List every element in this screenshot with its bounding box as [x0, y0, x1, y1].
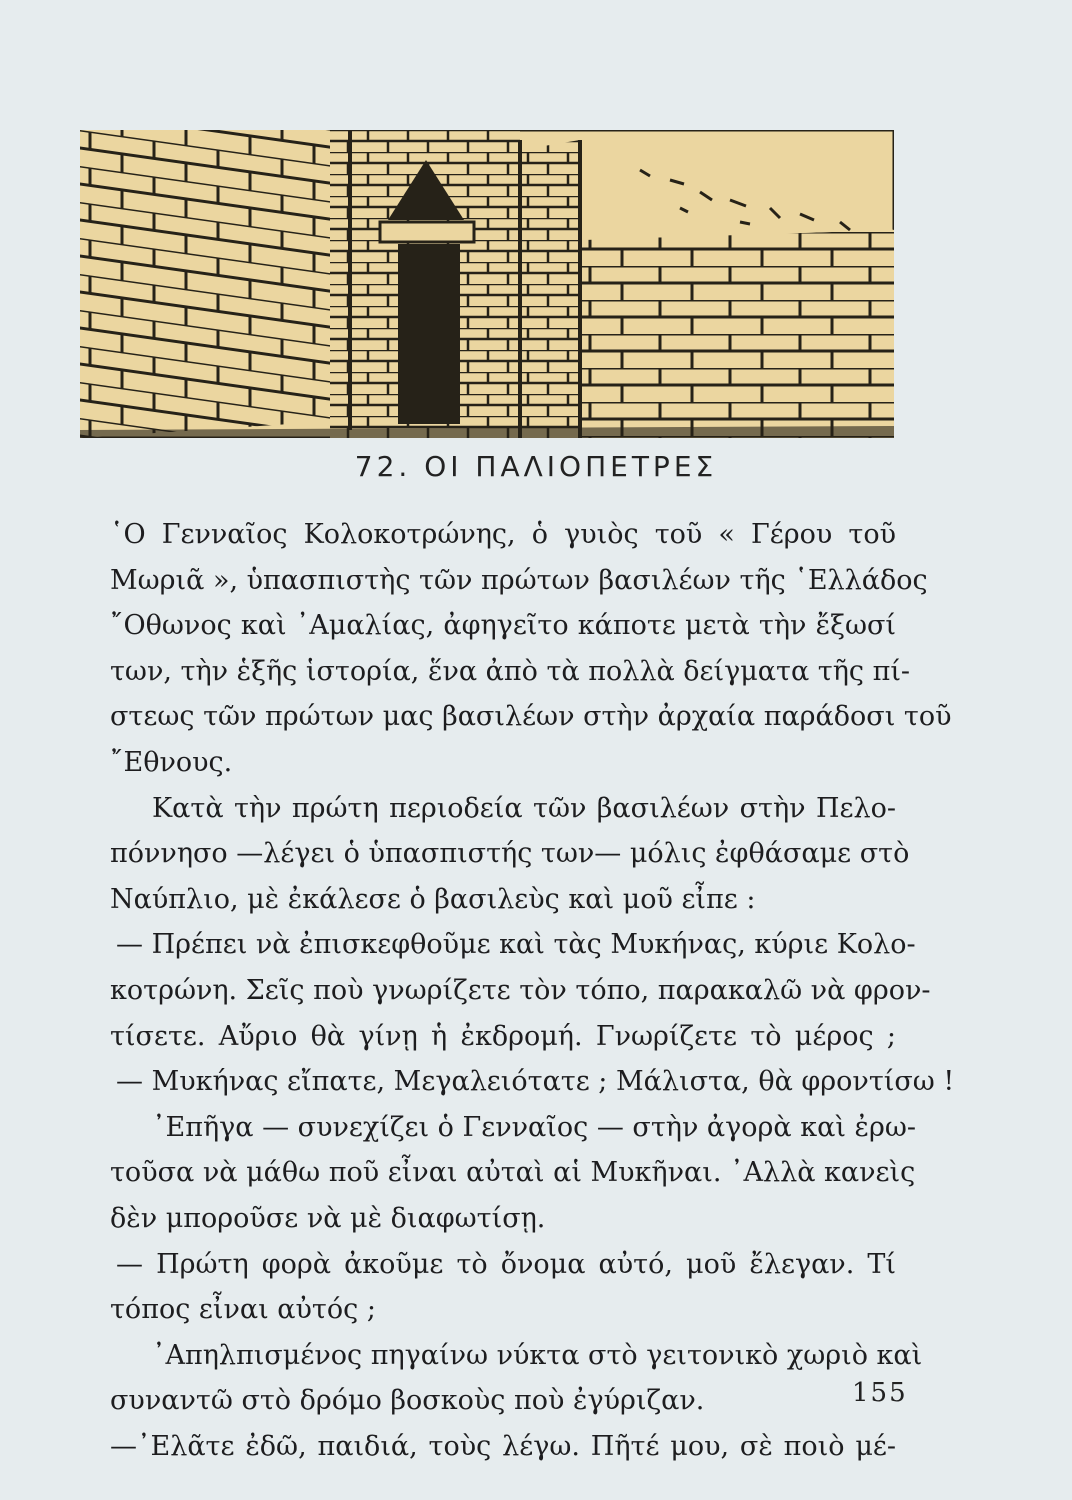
- text-line: ᾿Επῆγα — συνεχίζει ὁ Γενναῖος — στὴν ἀγορὰ καὶ ἐρω-: [152, 1111, 917, 1143]
- text-line: πόννησο —λέγει ὁ ὑπασπιστής των— μόλις ἐφθάσαμε στὸ: [110, 838, 910, 870]
- illustration-tomb-entrance: [80, 130, 894, 438]
- text-line: ᾿Απηλπισμένος πηγαίνω νύκτα στὸ γειτονικὸ χωριὸ καὶ: [152, 1339, 923, 1371]
- text-line: Ναύπλιο, μὲ ἐκάλεσε ὁ βασιλεὺς καὶ μοῦ εἶπε :: [110, 883, 756, 915]
- text-line: τόπος εἶναι αὐτός ;: [110, 1294, 376, 1326]
- text-line: — Πρώτη φορὰ ἀκοῦμε τὸ ὄνομα αὐτό, μοῦ ἔλεγαν. Τί: [116, 1248, 896, 1280]
- text-line: τίσετε. Αὔριο θὰ γίνῃ ἡ ἐκδρομή. Γνωρίζετε τὸ μέρος ;: [110, 1020, 896, 1052]
- text-line: ῎Εθνους.: [110, 746, 233, 778]
- text-line: — Μυκήνας εἴπατε, Μεγαλειότατε ; Μάλιστα, θὰ φροντίσω !: [116, 1066, 955, 1098]
- chapter-title: 72. ΟΙ ΠΑΛΙΟΠΕΤΡΕΣ: [354, 450, 718, 483]
- text-line: κοτρώνη. Σεῖς ποὺ γνωρίζετε τὸν τόπο, παρακαλῶ νὰ φρον-: [110, 974, 931, 1006]
- page-number: 155: [852, 1378, 908, 1408]
- text-line: στεως τῶν πρώτων μας βασιλέων στὴν ἀρχαία παράδοσι τοῦ: [110, 701, 952, 733]
- text-line: τοῦσα νὰ μάθω ποῦ εἶναι αὐταὶ αἱ Μυκῆναι. ᾿Αλλὰ κανεὶς: [110, 1157, 916, 1189]
- text-line: Κατὰ τὴν πρώτη περιοδεία τῶν βασιλέων στὴν Πελο-: [152, 792, 896, 824]
- body-text: [110, 512, 955, 1469]
- text-line: δὲν μποροῦσε νὰ μὲ διαφωτίσῃ.: [110, 1202, 546, 1234]
- text-line: — Πρέπει νὰ ἐπισκεφθοῦμε καὶ τὰς Μυκήνας, κύριε Κολο-: [116, 929, 916, 961]
- text-line: ῾Ο Γενναῖος Κολοκοτρώνης, ὁ γυιὸς τοῦ « Γέρου τοῦ: [110, 519, 896, 550]
- text-line: συναντῶ στὸ δρόμο βοσκοὺς ποὺ ἐγύριζαν.: [110, 1385, 705, 1417]
- text-line: ῎Οθωνος καὶ ᾿Αμαλίας, ἀφηγεῖτο κάποτε μετὰ τὴν ἔξωσί: [110, 610, 896, 642]
- text-line: —᾿Ελᾶτε ἐδῶ, παιδιά, τοὺς λέγω. Πῆτέ μου, σὲ ποιὸ μέ-: [110, 1430, 896, 1462]
- text-line: Μωριᾶ », ὑπασπιστὴς τῶν πρώτων βασιλέων τῆς ῾Ελλάδος: [110, 564, 928, 596]
- text-line: των, τὴν ἑξῆς ἱστορία, ἕνα ἀπὸ τὰ πολλὰ δείγματα τῆς πί-: [110, 655, 911, 687]
